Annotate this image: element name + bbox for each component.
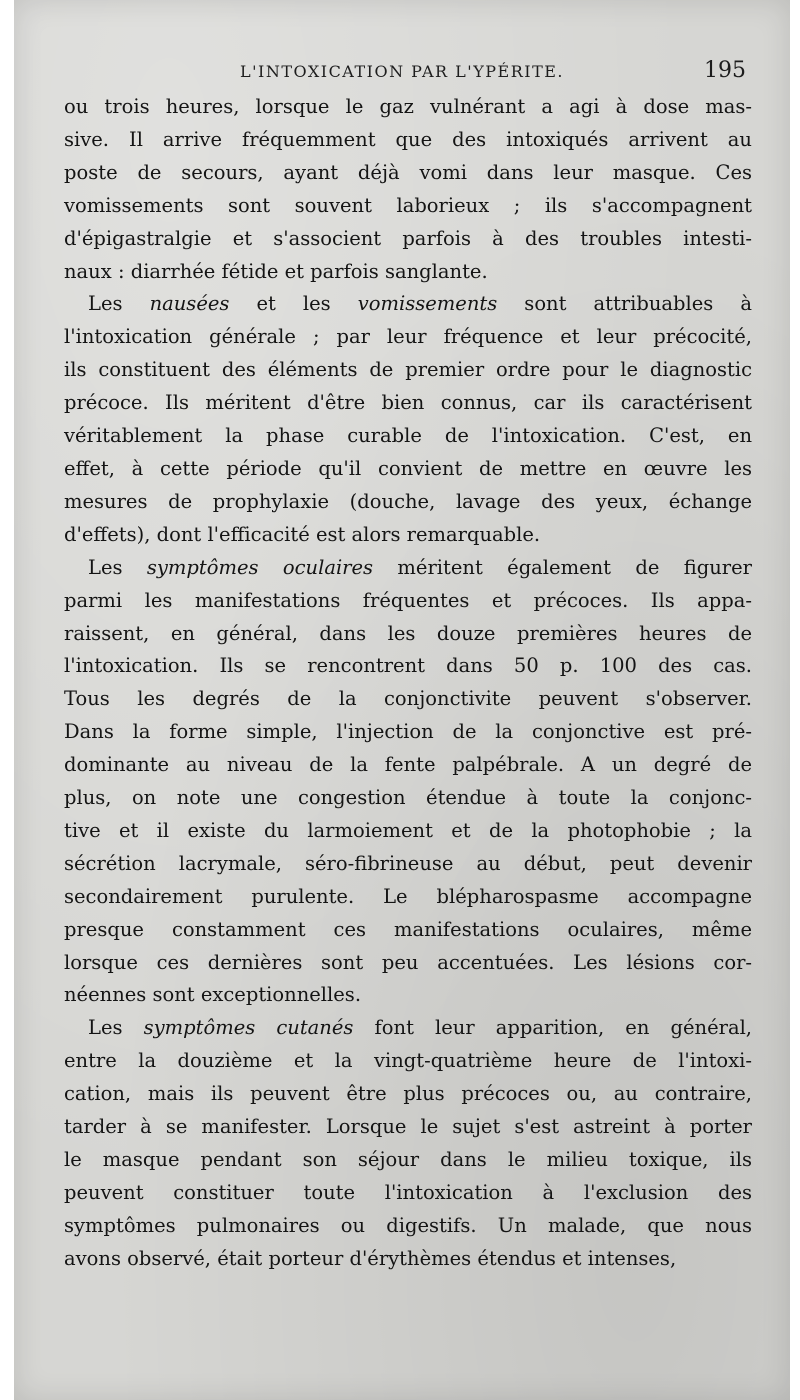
body-text: [64, 91, 752, 1276]
text-line: Les nausées et les vomissements sont attribuables à: [88, 292, 752, 316]
text-line: raissent, en général, dans les douze premières heures de: [64, 621, 752, 645]
text-line: Les symptômes cutanés font leur apparition, en général,: [88, 1016, 753, 1040]
text-line: ils constituent des éléments de premier ordre pour le diagnostic: [64, 358, 752, 382]
page-header: [14, 58, 790, 88]
text-line: naux : diarrhée fétide et parfois sanglante.: [64, 259, 488, 283]
paragraph: [64, 552, 752, 1013]
text-line: Dans la forme simple, l'injection de la conjonctive est pré-: [64, 720, 752, 744]
text-line: sive. Il arrive fréquemment que des intoxiqués arrivent au: [64, 127, 752, 151]
text-line: Tous les degrés de la conjonctivite peuvent s'observer.: [64, 687, 752, 711]
paragraph: [64, 288, 752, 551]
paragraph: [64, 91, 752, 288]
text-line: poste de secours, ayant déjà vomi dans leur masque. Ces: [64, 160, 752, 184]
text-line: mesures de prophylaxie (douche, lavage des yeux, échange: [64, 489, 752, 513]
text-line: secondairement purulente. Le blépharospasme accompagne: [64, 884, 752, 908]
text-line: le masque pendant son séjour dans le milieu toxique, ils: [64, 1148, 752, 1171]
text-line: dominante au niveau de la fente palpébrale. A un degré de: [64, 753, 752, 777]
text-line: effet, à cette période qu'il convient de mettre en œuvre les: [64, 456, 752, 480]
text-line: véritablement la phase curable de l'intoxication. C'est, en: [64, 424, 752, 448]
text-line: l'intoxication. Ils se rencontrent dans 50 p. 100 des cas.: [64, 654, 752, 678]
text-line: tarder à se manifester. Lorsque le sujet s'est astreint à porter: [64, 1115, 752, 1139]
italic-term: symptômes oculaires: [146, 555, 374, 579]
text-line: d'épigastralgie et s'associent parfois à des troubles intesti-: [64, 226, 752, 250]
text-line: avons observé, était porteur d'érythèmes étendus et intenses,: [64, 1246, 677, 1270]
text-line: vomissements sont souvent laborieux ; ils s'accompagnent: [64, 193, 752, 217]
italic-term: vomissements: [357, 292, 498, 316]
text-line: tive et il existe du larmoiement et de la photophobie ; la: [64, 818, 752, 842]
text-line: peuvent constituer toute l'intoxication à l'exclusion des: [64, 1180, 752, 1204]
text-line: Les symptômes oculaires méritent également de figurer: [88, 555, 752, 579]
text-line: d'effets), dont l'efficacité est alors remarquable.: [64, 522, 541, 546]
text-line: plus, on note une congestion étendue à toute la conjonc-: [64, 786, 752, 810]
text-line: parmi les manifestations fréquentes et précoces. Ils appa-: [64, 588, 752, 612]
text-line: néennes sont exceptionnelles.: [64, 983, 362, 1007]
text-line: presque constamment ces manifestations oculaires, même: [64, 917, 752, 941]
italic-term: symptômes cutanés: [143, 1016, 354, 1040]
text-line: sécrétion lacrymale, séro-fibrineuse au début, peut devenir: [64, 851, 752, 875]
text-line: précoce. Ils méritent d'être bien connus, car ils caractérisent: [64, 391, 752, 415]
text-line: l'intoxication générale ; par leur fréquence et leur précocité,: [64, 325, 752, 349]
paragraph: [64, 1012, 752, 1275]
text-line: symptômes pulmonaires ou digestifs. Un malade, que nous: [64, 1213, 752, 1237]
running-title: L'INTOXICATION PAR L'YPÉRITE.: [240, 62, 564, 81]
text-line: lorsque ces dernières sont peu accentuées. Les lésions cor-: [64, 950, 752, 974]
italic-term: nausées: [149, 292, 230, 316]
text-line: entre la douzième et la vingt-quatrième heure de l'intoxi-: [64, 1049, 752, 1073]
page-number: 195: [704, 58, 746, 83]
text-line: cation, mais ils peuvent être plus précoces ou, au contraire,: [64, 1082, 752, 1106]
text-line: ou trois heures, lorsque le gaz vulnérant a agi à dose mas-: [64, 95, 752, 118]
